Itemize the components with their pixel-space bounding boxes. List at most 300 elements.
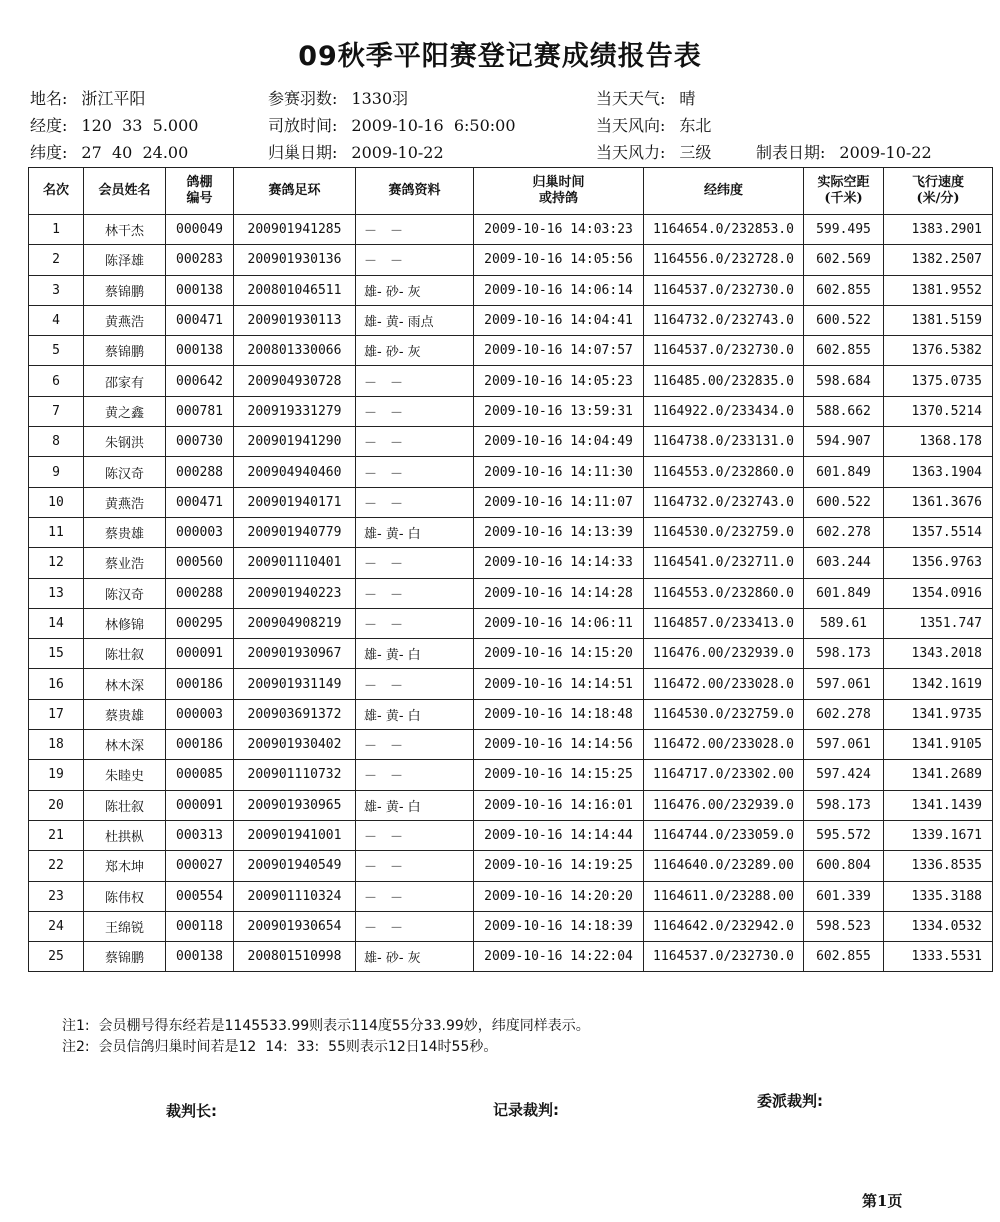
header-coordinates: 经纬度 <box>644 168 804 215</box>
count-label: 参赛羽数: <box>268 89 338 108</box>
release-value: 2009-10-16 6:50:00 <box>351 116 516 135</box>
cell-coordinates: 116472.00/233028.0 <box>644 669 804 699</box>
cell-distance: 595.572 <box>804 820 884 850</box>
cell-coordinates: 1164738.0/233131.0 <box>644 427 804 457</box>
cell-arrival-time: 2009-10-16 14:13:39 <box>474 517 644 547</box>
lon-value: 120 33 5.000 <box>81 116 199 135</box>
note-1: 注1: 会员棚号得东经若是1145533.99则表示114度55分33.99妙，纬度同样表示。 <box>62 1018 590 1034</box>
place-label: 地名: <box>30 89 68 108</box>
results-table <box>28 167 993 972</box>
cell-distance: 598.684 <box>804 366 884 396</box>
cell-member-name: 王绵锐 <box>84 911 166 941</box>
cell-distance: 589.61 <box>804 608 884 638</box>
cell-arrival-time: 2009-10-16 14:16:01 <box>474 790 644 820</box>
cell-pigeon-info: － － <box>356 396 474 426</box>
cell-speed: 1341.9735 <box>884 699 993 729</box>
cell-rank: 22 <box>29 851 84 881</box>
cell-member-name: 蔡锦鹏 <box>84 942 166 972</box>
cell-distance: 601.849 <box>804 578 884 608</box>
cell-arrival-time: 2009-10-16 14:22:04 <box>474 942 644 972</box>
lon-label: 经度: <box>30 116 68 135</box>
cell-member-name: 林修锦 <box>84 608 166 638</box>
cell-ring-number: 200901110732 <box>234 760 356 790</box>
cell-arrival-time: 2009-10-16 14:14:44 <box>474 820 644 850</box>
lat-value: 27 40 24.00 <box>81 143 189 162</box>
cell-arrival-time: 2009-10-16 14:11:07 <box>474 487 644 517</box>
made-date-field <box>756 140 932 163</box>
table-row <box>29 639 993 669</box>
cell-loft-number: 000027 <box>166 851 234 881</box>
cell-coordinates: 1164553.0/232860.0 <box>644 457 804 487</box>
cell-member-name: 黄燕浩 <box>84 487 166 517</box>
cell-ring-number: 200901110324 <box>234 881 356 911</box>
cell-arrival-time: 2009-10-16 14:15:20 <box>474 639 644 669</box>
table-header <box>29 168 993 215</box>
header-loft-number: 鸽棚 编号 <box>166 168 234 215</box>
cell-coordinates: 1164556.0/232728.0 <box>644 245 804 275</box>
cell-pigeon-info: 雄- 黄- 白 <box>356 790 474 820</box>
cell-speed: 1356.9763 <box>884 548 993 578</box>
table-row <box>29 336 993 366</box>
cell-distance: 603.244 <box>804 548 884 578</box>
cell-pigeon-info: － － <box>356 608 474 638</box>
cell-ring-number: 200801330066 <box>234 336 356 366</box>
table-row <box>29 245 993 275</box>
cell-pigeon-info: － － <box>356 911 474 941</box>
cell-ring-number: 200901940223 <box>234 578 356 608</box>
info-row-1 <box>0 86 1000 110</box>
cell-member-name: 蔡贵雄 <box>84 517 166 547</box>
cell-member-name: 陈汉奇 <box>84 578 166 608</box>
header-member-name: 会员姓名 <box>84 168 166 215</box>
cell-speed: 1334.0532 <box>884 911 993 941</box>
table-row <box>29 396 993 426</box>
cell-loft-number: 000186 <box>166 669 234 699</box>
cell-speed: 1357.5514 <box>884 517 993 547</box>
cell-pigeon-info: － － <box>356 669 474 699</box>
cell-speed: 1381.5159 <box>884 305 993 335</box>
cell-rank: 13 <box>29 578 84 608</box>
cell-ring-number: 200901930654 <box>234 911 356 941</box>
cell-pigeon-info: － － <box>356 215 474 245</box>
weather-label: 当天天气: <box>596 89 666 108</box>
cell-arrival-time: 2009-10-16 14:05:23 <box>474 366 644 396</box>
wind-dir-label: 当天风向: <box>596 116 666 135</box>
recorder-referee-label: 记录裁判: <box>493 1101 559 1119</box>
cell-coordinates: 1164553.0/232860.0 <box>644 578 804 608</box>
cell-coordinates: 1164744.0/233059.0 <box>644 820 804 850</box>
cell-ring-number: 200904908219 <box>234 608 356 638</box>
cell-rank: 21 <box>29 820 84 850</box>
cell-ring-number: 200919331279 <box>234 396 356 426</box>
cell-member-name: 朱睦史 <box>84 760 166 790</box>
cell-loft-number: 000471 <box>166 305 234 335</box>
cell-pigeon-info: － － <box>356 760 474 790</box>
return-label: 归巢日期: <box>268 143 338 162</box>
cell-coordinates: 1164537.0/232730.0 <box>644 942 804 972</box>
cell-speed: 1336.8535 <box>884 851 993 881</box>
cell-speed: 1339.1671 <box>884 820 993 850</box>
cell-coordinates: 1164611.0/23288.00 <box>644 881 804 911</box>
note-2: 注2: 会员信鸽归巢时间若是12 14: 33: 55则表示12日14时55秒。 <box>62 1039 498 1055</box>
cell-coordinates: 1164541.0/232711.0 <box>644 548 804 578</box>
cell-arrival-time: 2009-10-16 14:05:56 <box>474 245 644 275</box>
cell-member-name: 黄之鑫 <box>84 396 166 426</box>
cell-rank: 8 <box>29 427 84 457</box>
cell-arrival-time: 2009-10-16 14:14:56 <box>474 730 644 760</box>
cell-arrival-time: 2009-10-16 14:11:30 <box>474 457 644 487</box>
cell-member-name: 朱钢洪 <box>84 427 166 457</box>
cell-loft-number: 000642 <box>166 366 234 396</box>
cell-pigeon-info: 雄- 砂- 灰 <box>356 942 474 972</box>
cell-arrival-time: 2009-10-16 14:04:41 <box>474 305 644 335</box>
table-row <box>29 730 993 760</box>
cell-loft-number: 000781 <box>166 396 234 426</box>
cell-loft-number: 000283 <box>166 245 234 275</box>
place-field <box>30 86 145 109</box>
cell-pigeon-info: 雄- 黄- 白 <box>356 699 474 729</box>
cell-rank: 12 <box>29 548 84 578</box>
cell-rank: 23 <box>29 881 84 911</box>
wind-dir-value: 东北 <box>679 116 712 135</box>
cell-pigeon-info: － － <box>356 548 474 578</box>
cell-loft-number: 000560 <box>166 548 234 578</box>
cell-member-name: 林木深 <box>84 669 166 699</box>
cell-distance: 602.278 <box>804 699 884 729</box>
table-body <box>29 215 993 972</box>
cell-rank: 11 <box>29 517 84 547</box>
cell-rank: 18 <box>29 730 84 760</box>
count-field <box>268 86 408 109</box>
cell-distance: 602.855 <box>804 942 884 972</box>
delegate-referee-label: 委派裁判: <box>757 1092 823 1110</box>
cell-rank: 17 <box>29 699 84 729</box>
table-row <box>29 457 993 487</box>
cell-coordinates: 1164654.0/232853.0 <box>644 215 804 245</box>
cell-loft-number: 000288 <box>166 578 234 608</box>
cell-ring-number: 200904930728 <box>234 366 356 396</box>
cell-ring-number: 200901930402 <box>234 730 356 760</box>
wind-force-label: 当天风力: <box>596 143 666 162</box>
table-row <box>29 911 993 941</box>
cell-coordinates: 1164640.0/23289.00 <box>644 851 804 881</box>
cell-arrival-time: 2009-10-16 14:19:25 <box>474 851 644 881</box>
cell-loft-number: 000554 <box>166 881 234 911</box>
cell-distance: 598.173 <box>804 639 884 669</box>
table-row <box>29 669 993 699</box>
table-row <box>29 517 993 547</box>
cell-pigeon-info: － － <box>356 881 474 911</box>
made-date-value: 2009-10-22 <box>839 143 932 162</box>
cell-speed: 1383.2901 <box>884 215 993 245</box>
report-title: 09秋季平阳赛登记赛成绩报告表 <box>298 41 702 72</box>
cell-distance: 588.662 <box>804 396 884 426</box>
cell-loft-number: 000138 <box>166 336 234 366</box>
cell-ring-number: 200901930136 <box>234 245 356 275</box>
wind-force-value: 三级 <box>679 143 712 162</box>
cell-loft-number: 000288 <box>166 457 234 487</box>
cell-arrival-time: 2009-10-16 14:14:51 <box>474 669 644 699</box>
cell-distance: 600.804 <box>804 851 884 881</box>
cell-distance: 600.522 <box>804 305 884 335</box>
cell-rank: 20 <box>29 790 84 820</box>
cell-coordinates: 1164732.0/232743.0 <box>644 487 804 517</box>
header-speed: 飞行速度 (米/分) <box>884 168 993 215</box>
cell-distance: 600.522 <box>804 487 884 517</box>
weather-field <box>596 86 695 109</box>
count-value: 1330羽 <box>351 89 409 108</box>
cell-loft-number: 000091 <box>166 790 234 820</box>
cell-ring-number: 200901941290 <box>234 427 356 457</box>
header-distance: 实际空距 (千米) <box>804 168 884 215</box>
cell-member-name: 林干杰 <box>84 215 166 245</box>
header-ring-number: 赛鸽足环 <box>234 168 356 215</box>
cell-rank: 2 <box>29 245 84 275</box>
cell-rank: 4 <box>29 305 84 335</box>
cell-ring-number: 200901940779 <box>234 517 356 547</box>
cell-loft-number: 000091 <box>166 639 234 669</box>
cell-rank: 6 <box>29 366 84 396</box>
cell-distance: 602.569 <box>804 245 884 275</box>
header-pigeon-info: 赛鸽资料 <box>356 168 474 215</box>
cell-member-name: 陈壮叙 <box>84 639 166 669</box>
table-row <box>29 608 993 638</box>
cell-distance: 602.278 <box>804 517 884 547</box>
cell-ring-number: 200901940171 <box>234 487 356 517</box>
cell-pigeon-info: 雄- 砂- 灰 <box>356 275 474 305</box>
cell-coordinates: 116476.00/232939.0 <box>644 639 804 669</box>
cell-rank: 15 <box>29 639 84 669</box>
cell-distance: 601.339 <box>804 881 884 911</box>
cell-ring-number: 200904940460 <box>234 457 356 487</box>
wind-force-field <box>596 140 711 163</box>
cell-coordinates: 1164732.0/232743.0 <box>644 305 804 335</box>
cell-speed: 1343.2018 <box>884 639 993 669</box>
cell-arrival-time: 2009-10-16 14:14:33 <box>474 548 644 578</box>
cell-ring-number: 200903691372 <box>234 699 356 729</box>
cell-coordinates: 1164537.0/232730.0 <box>644 336 804 366</box>
page-number: 第1页 <box>862 1192 903 1210</box>
cell-coordinates: 1164530.0/232759.0 <box>644 517 804 547</box>
wind-dir-field <box>596 113 711 136</box>
cell-coordinates: 116472.00/233028.0 <box>644 730 804 760</box>
cell-coordinates: 1164537.0/232730.0 <box>644 275 804 305</box>
table-row <box>29 366 993 396</box>
cell-member-name: 陈汉奇 <box>84 457 166 487</box>
cell-rank: 25 <box>29 942 84 972</box>
cell-ring-number: 200801046511 <box>234 275 356 305</box>
cell-arrival-time: 2009-10-16 14:03:23 <box>474 215 644 245</box>
cell-ring-number: 200901930113 <box>234 305 356 335</box>
cell-arrival-time: 2009-10-16 14:06:11 <box>474 608 644 638</box>
cell-speed: 1335.3188 <box>884 881 993 911</box>
cell-loft-number: 000138 <box>166 942 234 972</box>
cell-pigeon-info: － － <box>356 730 474 760</box>
cell-member-name: 杜拱枞 <box>84 820 166 850</box>
cell-ring-number: 200901941285 <box>234 215 356 245</box>
cell-member-name: 郑木坤 <box>84 851 166 881</box>
cell-coordinates: 1164857.0/233413.0 <box>644 608 804 638</box>
lat-field <box>30 140 188 163</box>
cell-distance: 602.855 <box>804 275 884 305</box>
cell-loft-number: 000003 <box>166 517 234 547</box>
cell-ring-number: 200801510998 <box>234 942 356 972</box>
cell-member-name: 陈伟权 <box>84 881 166 911</box>
cell-speed: 1363.1904 <box>884 457 993 487</box>
cell-member-name: 蔡业浩 <box>84 548 166 578</box>
cell-arrival-time: 2009-10-16 14:15:25 <box>474 760 644 790</box>
cell-ring-number: 200901110401 <box>234 548 356 578</box>
cell-coordinates: 1164717.0/23302.00 <box>644 760 804 790</box>
info-row-3 <box>0 140 1000 164</box>
table-row <box>29 548 993 578</box>
cell-coordinates: 1164922.0/233434.0 <box>644 396 804 426</box>
table-row <box>29 760 993 790</box>
cell-rank: 14 <box>29 608 84 638</box>
cell-member-name: 陈泽雄 <box>84 245 166 275</box>
table-row <box>29 487 993 517</box>
lon-field <box>30 113 198 136</box>
cell-speed: 1382.2507 <box>884 245 993 275</box>
cell-rank: 3 <box>29 275 84 305</box>
cell-loft-number: 000085 <box>166 760 234 790</box>
cell-speed: 1370.5214 <box>884 396 993 426</box>
cell-arrival-time: 2009-10-16 14:06:14 <box>474 275 644 305</box>
cell-arrival-time: 2009-10-16 14:18:48 <box>474 699 644 729</box>
cell-loft-number: 000138 <box>166 275 234 305</box>
cell-arrival-time: 2009-10-16 14:04:49 <box>474 427 644 457</box>
release-field <box>268 113 516 136</box>
made-date-label: 制表日期: <box>756 143 826 162</box>
table-row <box>29 851 993 881</box>
cell-distance: 601.849 <box>804 457 884 487</box>
cell-pigeon-info: － － <box>356 245 474 275</box>
table-row <box>29 881 993 911</box>
cell-distance: 597.061 <box>804 669 884 699</box>
cell-member-name: 蔡锦鹏 <box>84 275 166 305</box>
return-value: 2009-10-22 <box>351 143 444 162</box>
cell-rank: 5 <box>29 336 84 366</box>
cell-distance: 594.907 <box>804 427 884 457</box>
cell-pigeon-info: 雄- 黄- 白 <box>356 639 474 669</box>
cell-arrival-time: 2009-10-16 14:14:28 <box>474 578 644 608</box>
lat-label: 纬度: <box>30 143 68 162</box>
notes <box>62 1016 590 1058</box>
place-value: 浙江平阳 <box>81 89 146 108</box>
cell-rank: 1 <box>29 215 84 245</box>
return-field <box>268 140 444 163</box>
cell-member-name: 林木深 <box>84 730 166 760</box>
cell-arrival-time: 2009-10-16 13:59:31 <box>474 396 644 426</box>
table-row <box>29 305 993 335</box>
cell-distance: 597.424 <box>804 760 884 790</box>
cell-pigeon-info: － － <box>356 487 474 517</box>
cell-ring-number: 200901940549 <box>234 851 356 881</box>
cell-speed: 1361.3676 <box>884 487 993 517</box>
cell-loft-number: 000730 <box>166 427 234 457</box>
cell-coordinates: 1164642.0/232942.0 <box>644 911 804 941</box>
cell-rank: 19 <box>29 760 84 790</box>
cell-distance: 602.855 <box>804 336 884 366</box>
cell-ring-number: 200901941001 <box>234 820 356 850</box>
header-rank: 名次 <box>29 168 84 215</box>
cell-speed: 1341.9105 <box>884 730 993 760</box>
cell-ring-number: 200901930967 <box>234 639 356 669</box>
cell-speed: 1341.2689 <box>884 760 993 790</box>
cell-rank: 9 <box>29 457 84 487</box>
release-label: 司放时间: <box>268 116 338 135</box>
cell-pigeon-info: － － <box>356 427 474 457</box>
weather-value: 晴 <box>679 89 696 108</box>
cell-pigeon-info: 雄- 黄- 雨点 <box>356 305 474 335</box>
cell-speed: 1342.1619 <box>884 669 993 699</box>
cell-arrival-time: 2009-10-16 14:18:39 <box>474 911 644 941</box>
cell-loft-number: 000186 <box>166 730 234 760</box>
cell-rank: 16 <box>29 669 84 699</box>
cell-pigeon-info: － － <box>356 457 474 487</box>
cell-rank: 10 <box>29 487 84 517</box>
info-row-2 <box>0 113 1000 137</box>
header-arrival-time: 归巢时间 或持鸽 <box>474 168 644 215</box>
cell-coordinates: 116485.00/232835.0 <box>644 366 804 396</box>
cell-speed: 1376.5382 <box>884 336 993 366</box>
cell-member-name: 蔡贵雄 <box>84 699 166 729</box>
cell-member-name: 邵家有 <box>84 366 166 396</box>
cell-speed: 1368.178 <box>884 427 993 457</box>
cell-arrival-time: 2009-10-16 14:07:57 <box>474 336 644 366</box>
cell-distance: 597.061 <box>804 730 884 760</box>
cell-speed: 1381.9552 <box>884 275 993 305</box>
cell-pigeon-info: － － <box>356 578 474 608</box>
cell-loft-number: 000049 <box>166 215 234 245</box>
cell-distance: 599.495 <box>804 215 884 245</box>
cell-member-name: 黄燕浩 <box>84 305 166 335</box>
cell-coordinates: 116476.00/232939.0 <box>644 790 804 820</box>
cell-speed: 1354.0916 <box>884 578 993 608</box>
table-row <box>29 275 993 305</box>
cell-loft-number: 000471 <box>166 487 234 517</box>
cell-loft-number: 000313 <box>166 820 234 850</box>
header-row <box>29 168 993 215</box>
cell-loft-number: 000295 <box>166 608 234 638</box>
cell-arrival-time: 2009-10-16 14:20:20 <box>474 881 644 911</box>
table-row <box>29 820 993 850</box>
cell-rank: 24 <box>29 911 84 941</box>
cell-speed: 1375.0735 <box>884 366 993 396</box>
cell-member-name: 陈壮叙 <box>84 790 166 820</box>
cell-speed: 1333.5531 <box>884 942 993 972</box>
table-row <box>29 427 993 457</box>
cell-speed: 1351.747 <box>884 608 993 638</box>
table-row <box>29 215 993 245</box>
cell-distance: 598.523 <box>804 911 884 941</box>
table-row <box>29 790 993 820</box>
cell-speed: 1341.1439 <box>884 790 993 820</box>
cell-pigeon-info: － － <box>356 851 474 881</box>
cell-pigeon-info: 雄- 砂- 灰 <box>356 336 474 366</box>
table-row <box>29 699 993 729</box>
cell-ring-number: 200901930965 <box>234 790 356 820</box>
cell-distance: 598.173 <box>804 790 884 820</box>
cell-coordinates: 1164530.0/232759.0 <box>644 699 804 729</box>
cell-rank: 7 <box>29 396 84 426</box>
table-row <box>29 942 993 972</box>
cell-pigeon-info: 雄- 黄- 白 <box>356 517 474 547</box>
cell-pigeon-info: － － <box>356 366 474 396</box>
table-row <box>29 578 993 608</box>
cell-pigeon-info: － － <box>356 820 474 850</box>
cell-loft-number: 000118 <box>166 911 234 941</box>
